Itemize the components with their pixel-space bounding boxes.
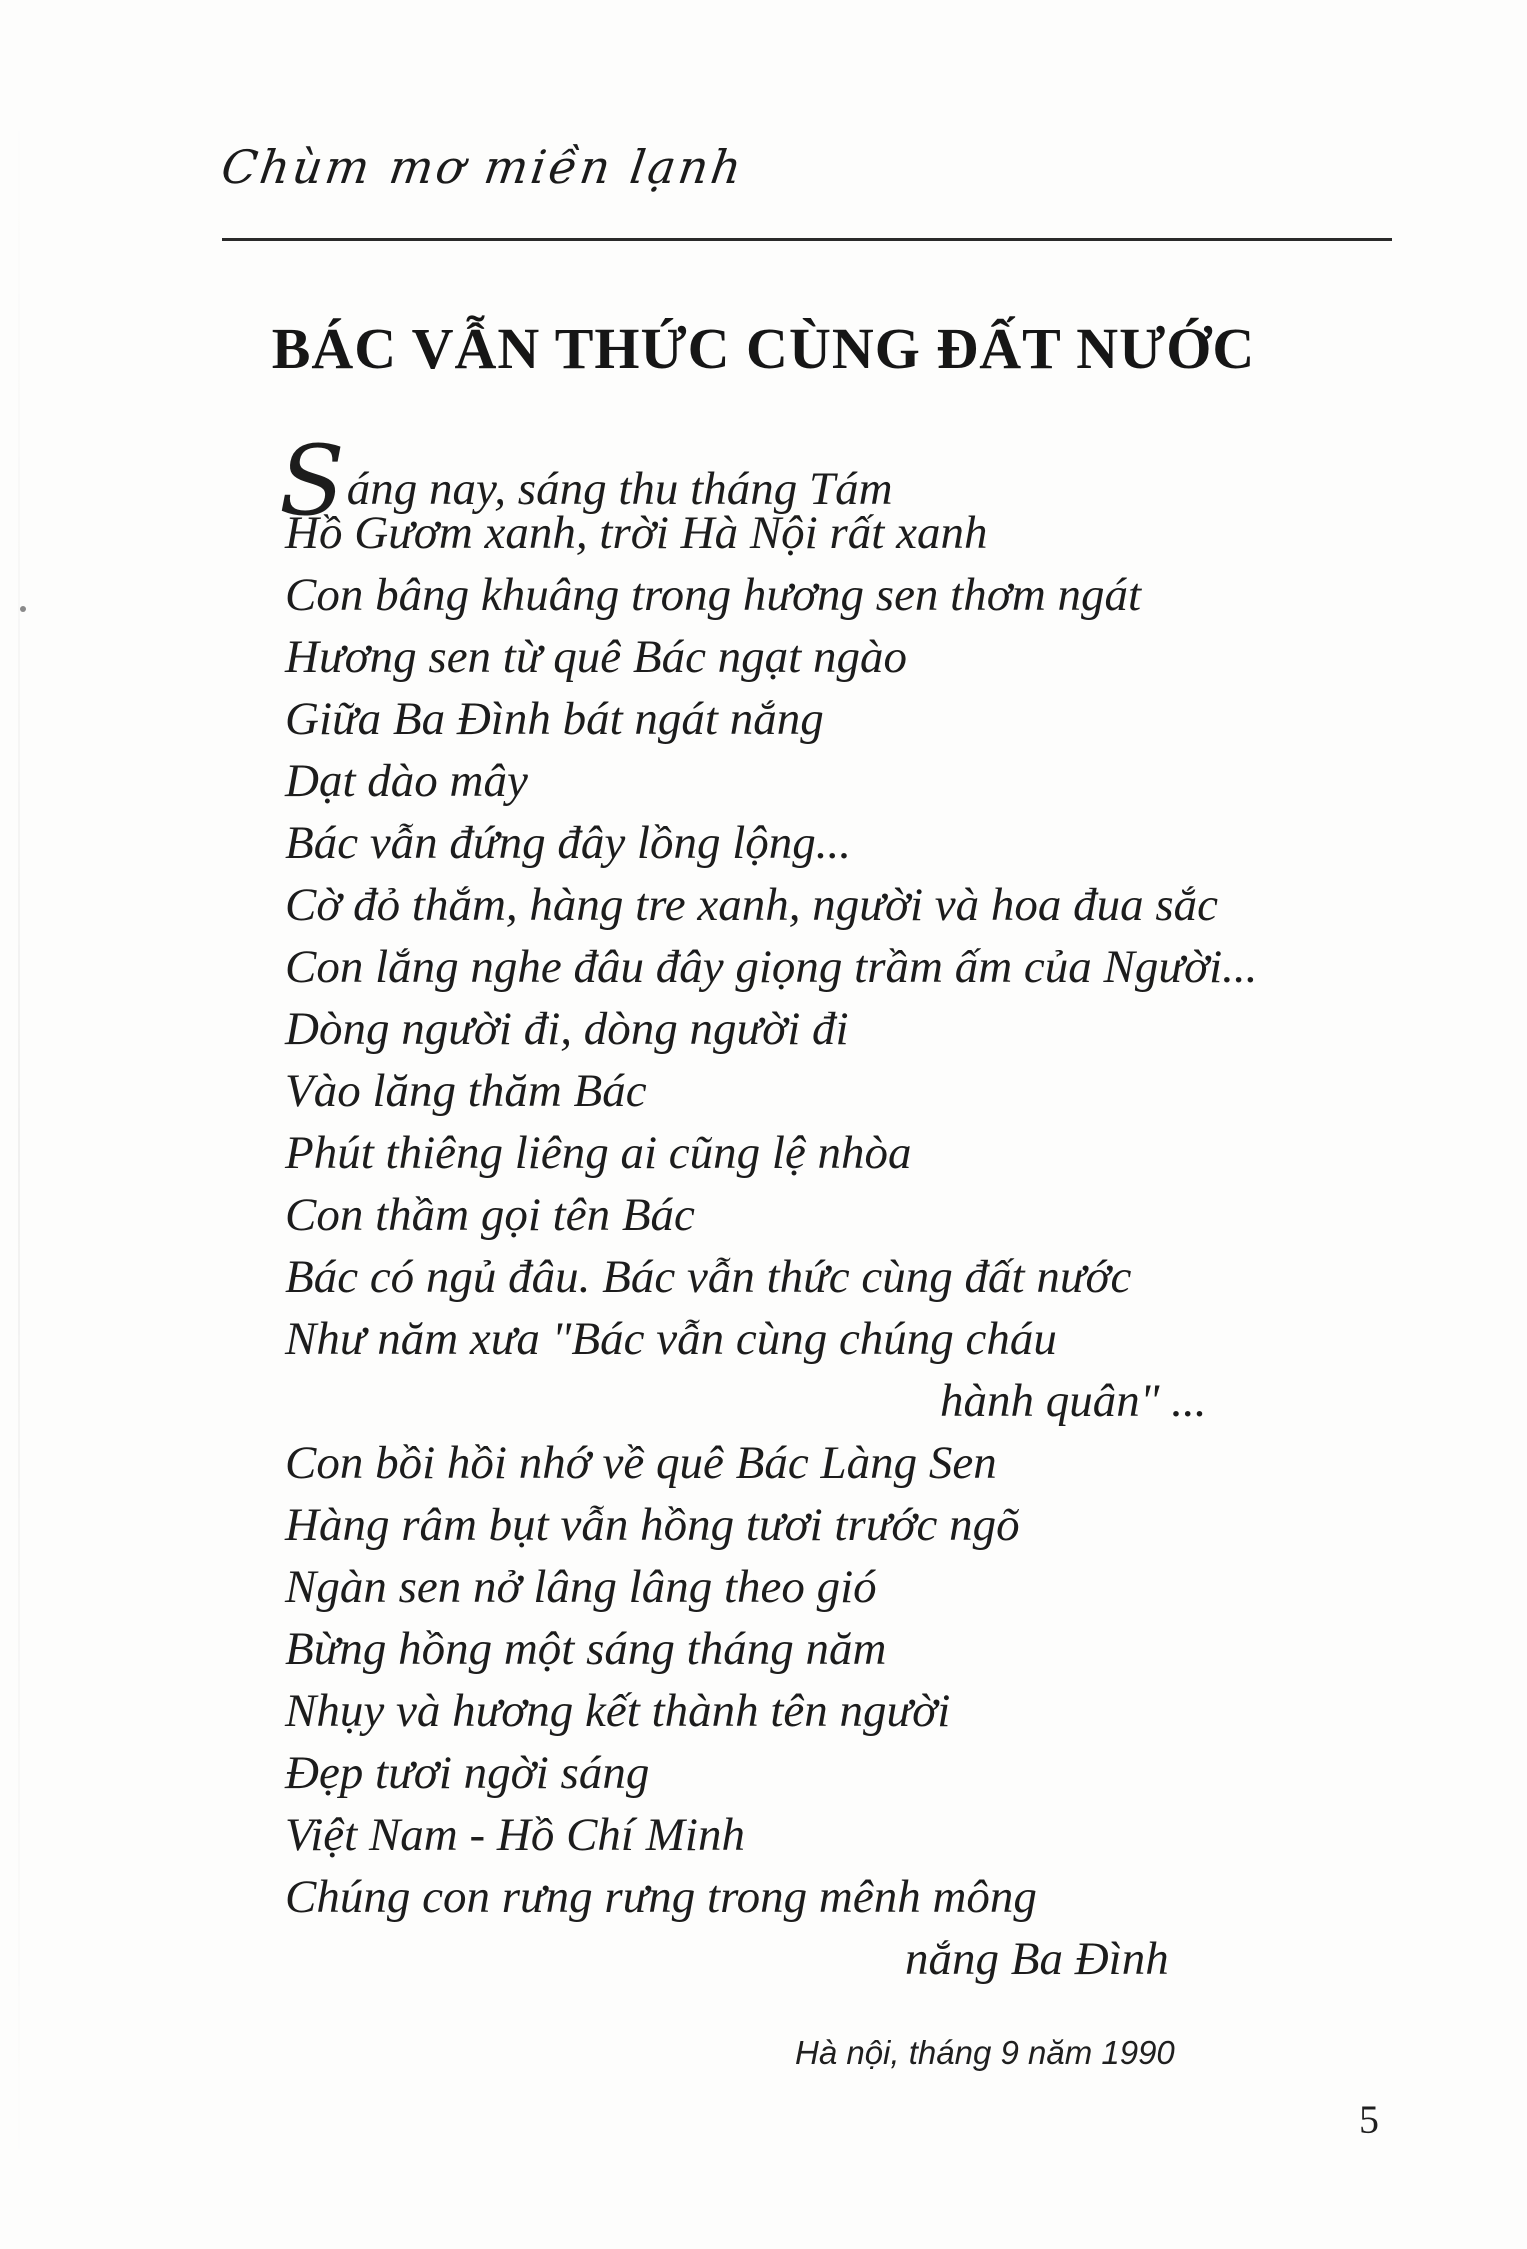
poem-line: Đẹp tươi ngời sáng — [285, 1747, 650, 1799]
poem-line: Hồ Gươm xanh, trời Hà Nội rất xanh — [285, 507, 988, 559]
poem-line: Nhụy và hương kết thành tên người — [285, 1685, 951, 1737]
poem-line: Cờ đỏ thắm, hàng tre xanh, người và hoa đua sắc — [285, 879, 1219, 931]
margin-speck — [20, 606, 26, 612]
poem-line: Hương sen từ quê Bác ngạt ngào — [285, 631, 907, 683]
poem-line: Bừng hồng một sáng tháng năm — [285, 1623, 887, 1675]
header-rule — [222, 238, 1392, 241]
poem-line: Con bồi hồi nhớ về quê Bác Làng Sen — [285, 1437, 997, 1489]
poem-line: Phút thiêng liêng ai cũng lệ nhòa — [285, 1127, 912, 1179]
drop-cap: S — [279, 425, 345, 537]
poem-line: Ngàn sen nở lâng lâng theo gió — [285, 1561, 877, 1613]
poem-line-continuation: hành quân" ... — [940, 1375, 1207, 1427]
poem-line: Vào lăng thăm Bác — [285, 1065, 647, 1117]
page-number: 5 — [1359, 2097, 1379, 2142]
poem-line: Con bâng khuâng trong hương sen thơm ngát — [285, 569, 1142, 621]
poem-line: Như năm xưa "Bác vẫn cùng chúng cháu — [285, 1313, 1057, 1365]
poem-line: Dạt dào mây — [285, 755, 528, 807]
poem-title: BÁC VẪN THỨC CÙNG ĐẤT NƯỚC — [271, 316, 1256, 381]
poem-body — [279, 425, 1415, 1990]
poem-line: Bác vẫn đứng đây lồng lộng... — [285, 817, 852, 869]
poem-line-continuation: nắng Ba Đình — [905, 1933, 1169, 1985]
poem-line: Bác có ngủ đâu. Bác vẫn thức cùng đất nước — [285, 1251, 1132, 1303]
running-head: Chùm mơ miền lạnh — [218, 140, 748, 194]
poem-line: Con thầm gọi tên Bác — [285, 1189, 695, 1241]
poem-line: Dòng người đi, dòng người đi — [285, 1003, 849, 1055]
poem-line: Hàng râm bụt vẫn hồng tươi trước ngõ — [285, 1499, 1020, 1551]
poem-line: Chúng con rưng rưng trong mênh mông — [285, 1871, 1037, 1923]
scan-shadow-edge — [18, 90, 20, 2190]
poem-line-text: áng nay, sáng thu tháng Tám — [346, 463, 893, 515]
poem-line: Con lắng nghe đâu đây giọng trầm ấm của Người... — [285, 941, 1258, 993]
poem-line: Việt Nam - Hồ Chí Minh — [285, 1809, 745, 1861]
poem-line: Giữa Ba Đình bát ngát nắng — [285, 693, 824, 745]
dateline: Hà nội, tháng 9 năm 1990 — [795, 2034, 1175, 2071]
